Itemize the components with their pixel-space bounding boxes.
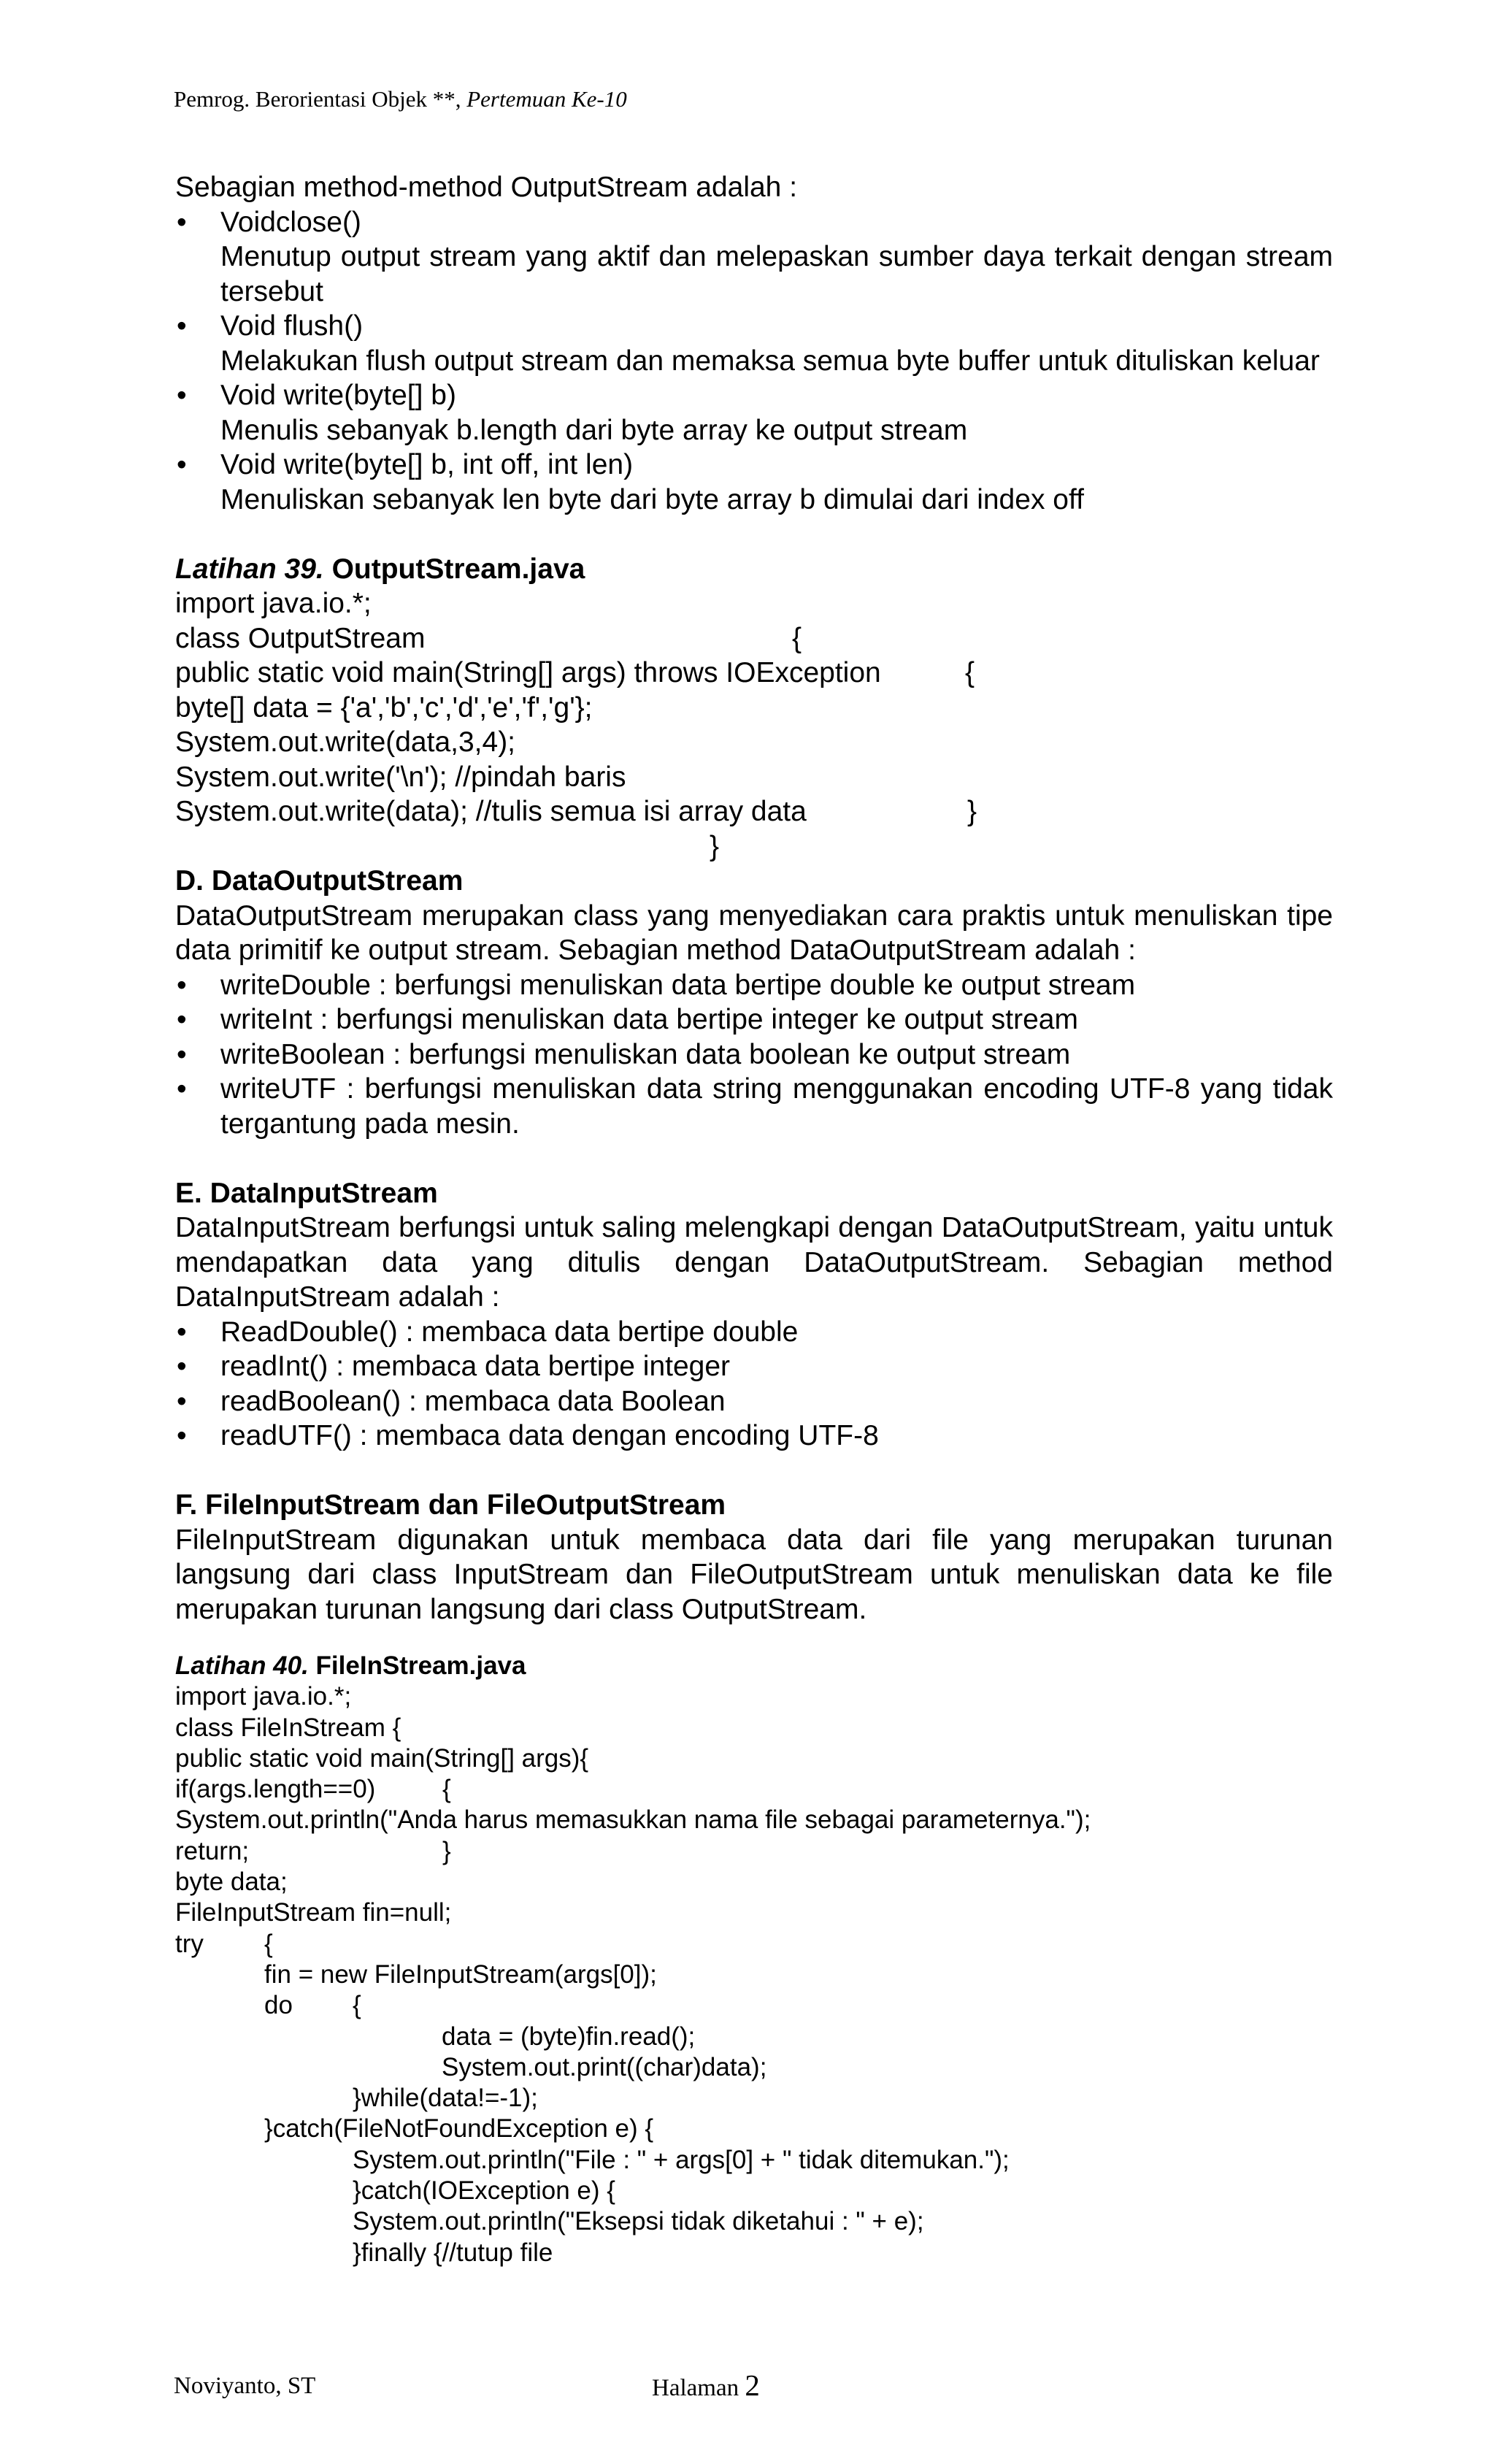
section-f-title: F. FileInputStream dan FileOutputStream [175,1489,726,1521]
code-line: System.out.println("File : " + args[0] + " tidak ditemukan."); [353,2145,1010,2174]
latihan-39-code [175,586,1333,864]
list-item: • readInt() : membaca data bertipe integer [175,1349,1333,1384]
list-item: • writeBoolean : berfungsi menuliskan data boolean ke output stream [175,1037,1333,1072]
page-content [175,170,1333,2268]
footer-page-number: 2 [745,2368,760,2402]
code-line: }catch(FileNotFoundException e) { [264,2114,654,2143]
footer-page [652,2368,760,2403]
code-line: System.out.println("Anda harus memasukkan nama file sebagai parameternya."); [175,1805,1091,1835]
code-text: class OutputStream [175,622,426,654]
code-text: System.out.write(data); //tulis semua isi array data [175,796,807,827]
header-meeting: Pertemuan Ke-10 [466,86,627,112]
code-line: System.out.write(data,3,4); [175,726,516,758]
list-item: • writeDouble : berfungsi menuliskan data bertipe double ke output stream [175,968,1333,1003]
code-brace: { [965,657,975,688]
section-d-title: D. DataOutputStream [175,865,464,897]
code-line: System.out.print((char)data); [442,2052,767,2081]
list-item: • readUTF() : membaca data dengan encoding UTF-8 [175,1419,1333,1454]
method-desc: Menuliskan sebanyak len byte dari byte array b dimulai dari index off [220,483,1084,515]
code-line [175,1836,1333,1867]
code-line [175,794,1333,829]
code-line: public static void main(String[] args){ [175,1743,589,1773]
code-line: FileInputStream fin=null; [175,1898,452,1927]
code-line [175,656,1333,691]
code-line: class FileInStream { [175,1713,401,1742]
code-brace: { [264,1929,273,1958]
section-d-intro: DataOutputStream merupakan class yang menyediakan cara praktis untuk menuliskan tipe data primitif ke output stream. Sebagian method DataOutputStream adalah : [175,899,1333,966]
code-line: System.out.println("Eksepsi tidak diketahui : " + e); [353,2207,924,2236]
list-item: • ReadDouble() : membaca data bertipe double [175,1315,1333,1350]
code-line: byte data; [175,1868,288,1897]
outputstream-method-list [175,205,1333,518]
latihan-39-title [175,552,1333,587]
footer-author: Noviyanto, ST [174,2373,316,2399]
header-course: Pemrog. Berorientasi Objek **, [174,86,467,112]
outputstream-intro: Sebagian method-method OutputStream adalah : [175,172,798,203]
code-brace: } [710,830,720,862]
section-d-list [175,968,1333,1142]
code-line: byte[] data = {'a','b','c','d','e','f','g'}; [175,691,593,724]
code-line [175,621,1333,656]
method-name: Void write(byte[] b, int off, int len) [220,449,634,480]
code-line [175,829,1333,864]
method-name: Void flush() [220,310,364,342]
code-brace: } [442,1836,451,1865]
footer-page-label: Halaman [652,2375,745,2401]
code-line: fin = new FileInputStream(args[0]); [264,1960,657,1989]
latihan-40-code [175,1651,1333,2268]
code-line [175,1990,1333,2021]
list-item: • writeUTF : berfungsi menuliskan data string menggunakan encoding UTF-8 yang tidak tergantung pada mesin. [175,1072,1333,1141]
code-brace: { [353,1991,361,2020]
code-line: import java.io.*; [175,1682,352,1711]
list-item: • writeInt : berfungsi menuliskan data bertipe integer ke output stream [175,1002,1333,1037]
code-brace: { [792,622,802,654]
section-e-list [175,1315,1333,1454]
code-line: }while(data!=-1); [353,2084,538,2113]
list-item [175,205,1333,310]
code-text: public static void main(String[] args) throws IOException [175,657,881,688]
section-f-intro: FileInputStream digunakan untuk membaca data dari file yang merupakan turunan langsung dari class InputStream dan FileOutputStream untuk menuliskan data ke file merupakan turunan langsung dari class OutputStream. [175,1524,1333,1625]
code-line: }finally {//tutup file [353,2238,553,2267]
code-line [175,1929,1333,1960]
latihan-40-title [175,1651,1333,1681]
code-line [175,1774,1333,1805]
latihan-39-file: OutputStream.java [323,553,585,585]
method-name: Void write(byte[] b) [220,380,456,411]
section-e-title: E. DataInputStream [175,1177,438,1209]
latihan-40-file: FileInStream.java [308,1651,526,1680]
code-text: return; [175,1836,250,1865]
code-text: try [175,1929,204,1958]
code-line: import java.io.*; [175,588,372,619]
code-brace: } [967,796,977,827]
method-name: Voidclose() [220,206,361,238]
method-desc: Menulis sebanyak b.length dari byte array ke output stream [220,414,968,446]
code-brace: { [442,1775,451,1804]
code-text: do [264,1991,293,2020]
code-text: if(args.length==0) [175,1775,376,1804]
page-header [174,86,627,112]
method-desc: Melakukan flush output stream dan memaksa semua byte buffer untuk dituliskan keluar [220,345,1320,377]
code-line: data = (byte)fin.read(); [442,2022,696,2051]
code-line: }catch(IOException e) { [353,2176,615,2206]
code-line: System.out.write('\n'); //pindah baris [175,761,626,793]
section-e-intro: DataInputStream berfungsi untuk saling melengkapi dengan DataOutputStream, yaitu untuk mendapatkan data yang ditulis dengan DataOutputStream. Sebagian method DataInputStream adalah : [175,1212,1333,1313]
method-desc: Menutup output stream yang aktif dan melepaskan sumber daya terkait dengan stream tersebut [220,241,1333,307]
list-item [175,448,1333,517]
list-item [175,378,1333,448]
latihan-40-label: Latihan 40. [175,1651,309,1680]
list-item: • readBoolean() : membaca data Boolean [175,1384,1333,1419]
list-item [175,309,1333,378]
latihan-39-label: Latihan 39. [175,553,324,585]
